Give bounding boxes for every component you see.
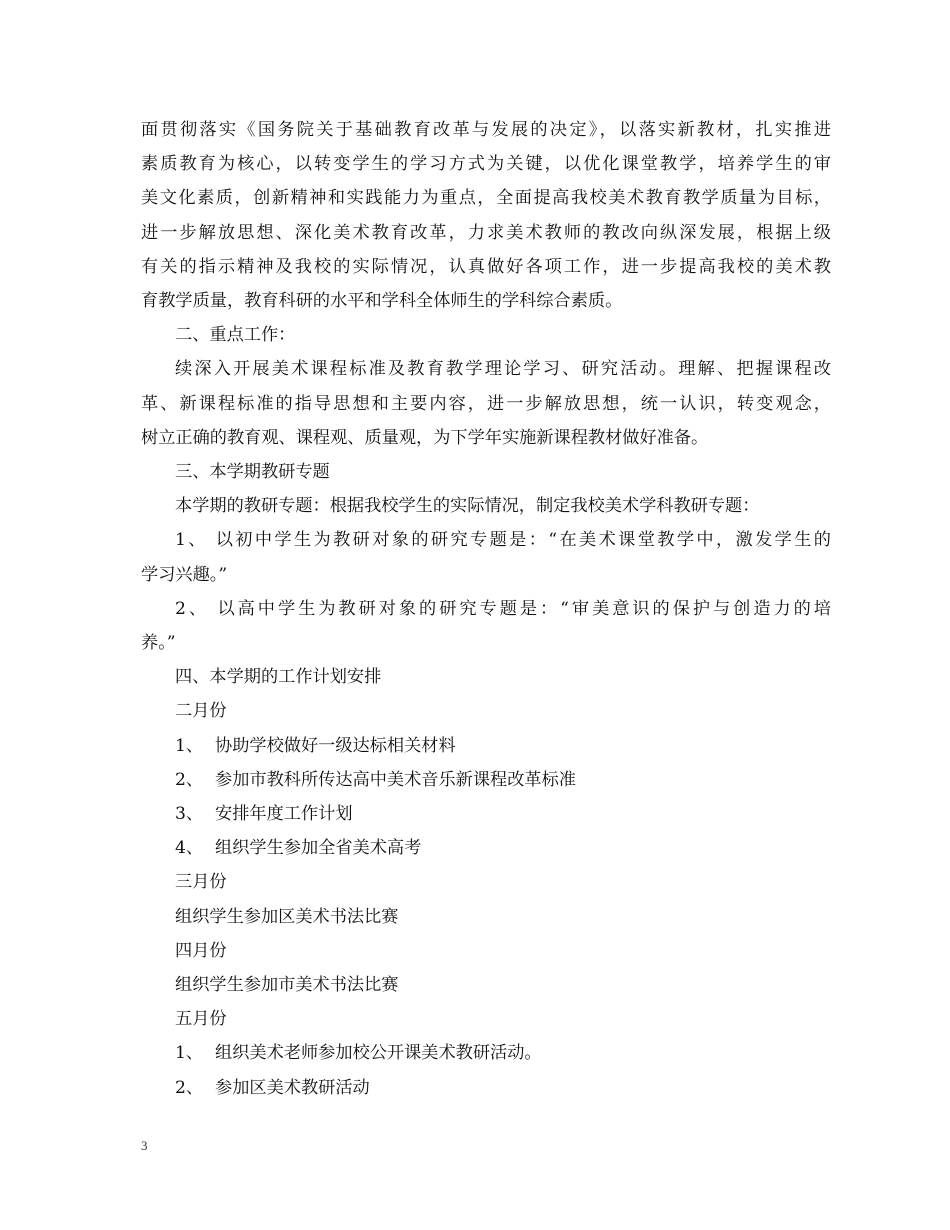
month-title-march: 三月份 (175, 872, 227, 893)
list-item-number: 3、 (175, 803, 204, 824)
section2-line: 续深入开展美术课程标准及教育教学理论学习、研究活动。理解、把握课程改 (175, 359, 831, 380)
list-item-number: 4、 (175, 838, 204, 859)
intro-line: 素质教育为核心，以转变学生的学习方式为关键，以优化课堂教学，培养学生的审 (141, 154, 831, 175)
list-item-number: 1、 (175, 1043, 204, 1064)
intro-line: 有关的指示精神及我校的实际情况，认真做好各项工作，进一步提高我校的美术教 (141, 256, 831, 277)
topic-1-line: 学习兴趣。” (141, 564, 228, 585)
list-item-number: 1、 (175, 735, 204, 756)
month-title-february: 二月份 (175, 701, 227, 722)
list-item-text: 组织学生参加全省美术高考 (215, 838, 422, 859)
intro-line: 进一步解放思想、深化美术教育改革，力求美术教师的教改向纵深发展，根据上级 (141, 222, 831, 243)
april-text: 组织学生参加市美术书法比赛 (175, 974, 399, 995)
section4-heading: 四、本学期的工作计划安排 (175, 667, 382, 688)
list-item (141, 831, 831, 865)
list-item (141, 763, 831, 797)
intro-paragraph (141, 113, 831, 318)
section2-line: 树立正确的教育观、课程观、质量观，为下学年实施新课程教材做好准备。 (141, 427, 709, 448)
topic-2 (141, 592, 831, 660)
page-number: 3 (141, 1138, 148, 1153)
section3-heading: 三、本学期教研专题 (175, 461, 330, 482)
list-item-text: 参加区美术教研活动 (215, 1077, 370, 1098)
intro-line: 面贯彻落实《国务院关于基础教育改革与发展的决定》，以落实新教材，扎实推进 (141, 120, 831, 140)
intro-line: 美文化素质，创新精神和实践能力为重点，全面提高我校美术教育教学质量为目标， (141, 188, 831, 209)
section2-heading: 二、重点工作： (175, 325, 296, 346)
list-item-text: 安排年度工作计划 (215, 803, 353, 824)
list-item-number: 2、 (175, 1077, 204, 1098)
topic-1 (141, 523, 831, 591)
month-title-april: 四月份 (175, 940, 227, 961)
list-item-text: 组织美术老师参加校公开课美术教研活动。 (215, 1043, 542, 1064)
topic-2-line: 2、 以高中学生为教研对象的研究专题是：“审美意识的保护与创造力的培 (175, 598, 831, 619)
list-item (141, 1071, 831, 1105)
list-item (141, 797, 831, 831)
topic-1-line: 1、 以初中学生为教研对象的研究专题是：“在美术课堂教学中，激发学生的 (175, 530, 831, 551)
section3-intro: 本学期的教研专题：根据我校学生的实际情况，制定我校美术学科教研专题： (175, 496, 760, 517)
section2-line: 革、新课程标准的指导思想和主要内容，进一步解放思想，统一认识，转变观念， (141, 393, 831, 414)
list-item-text: 参加市教科所传达高中美术音乐新课程改革标准 (215, 769, 576, 790)
section2-paragraph (141, 352, 831, 455)
topic-2-line: 养。” (141, 632, 176, 653)
march-text: 组织学生参加区美术书法比赛 (175, 906, 399, 927)
month-title-may: 五月份 (175, 1009, 227, 1030)
document-body (141, 113, 831, 1105)
list-item (141, 1036, 831, 1070)
list-item-number: 2、 (175, 769, 204, 790)
list-item (141, 729, 831, 763)
list-item-text: 协助学校做好一级达标相关材料 (215, 735, 456, 756)
intro-line: 育教学质量，教育科研的水平和学科全体师生的学科综合素质。 (141, 290, 623, 311)
